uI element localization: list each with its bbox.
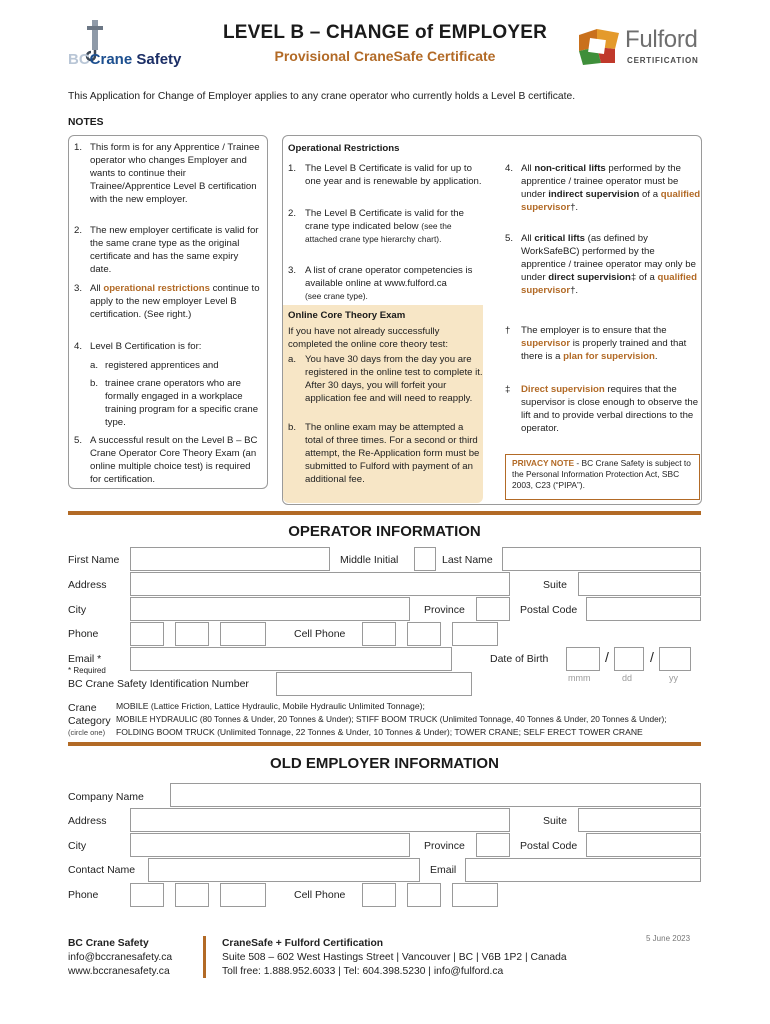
intro-text: This Application for Change of Employer applies to any crane operator who currently holds a Level B certificate.: [68, 91, 576, 102]
city-field[interactable]: [130, 597, 410, 621]
footer-org-name: BC Crane Safety: [68, 938, 149, 949]
postal-code-label: Postal Code: [520, 604, 578, 616]
crane-options-row-1[interactable]: MOBILE (Lattice Friction, Lattice Hydraulic, Mobile Hydraulic Unlimited Tonnage);: [116, 701, 425, 711]
dob-month-field[interactable]: [566, 647, 600, 671]
old-phone-label: Phone: [68, 889, 99, 901]
contact-name-field[interactable]: [148, 858, 420, 882]
footer-address: Suite 508 – 602 West Hastings Street | Vancouver | BC | V6B 1P2 | Canada: [222, 952, 567, 963]
footer-web-link[interactable]: www.bccranesafety.ca: [68, 966, 170, 977]
note-4b: b. trainee crane operators who are formally engaged in a workplace training program for a specific crane type.: [90, 378, 259, 428]
restriction-5: 5. All critical lifts (as defined by WorkSafeBC) performed by the apprentice / trainee operator may only be under direct supervision‡ of a qualified supervisor†.: [505, 233, 697, 296]
province-field[interactable]: [476, 597, 510, 621]
address-label: Address: [68, 579, 107, 591]
crane-options-row-2[interactable]: MOBILE HYDRAULIC (80 Tonnes & Under, 20 Tonnes & Under); STIFF BOOM TRUCK (Unlimited Tonnage, 40 Tonnes & Under, 20 Tonnes & Under);: [116, 714, 667, 724]
old-phone-line-field[interactable]: [220, 883, 266, 907]
cell-area-field[interactable]: [362, 622, 396, 646]
oct-item-a: a. You have 30 days from the day you are registered in the online test to complete it. After 30 days, you will forfeit your application fee and will need to reapply.: [288, 354, 483, 404]
fulford-cert-wordmark: CERTIFICATION: [627, 56, 699, 65]
note-2: 2. The new employer certificate is valid for the same crane type as the original certificate and has the same expiry date.: [74, 225, 259, 275]
note-3: 3. All operational restrictions continue to apply to the new employer Level B certification. (See right.): [74, 283, 260, 320]
phone-label: Phone: [68, 628, 99, 640]
old-city-label: City: [68, 840, 87, 852]
dob-day-hint: dd: [622, 673, 633, 683]
cell-prefix-field[interactable]: [407, 622, 441, 646]
bc-crane-safety-logo: [68, 20, 208, 70]
bc-crane-safety-wordmark: BCCrane Safety: [68, 51, 182, 68]
dob-day-field[interactable]: [614, 647, 644, 671]
bc-id-label: BC Crane Safety Identification Number: [68, 678, 249, 690]
dob-slash-2: /: [650, 649, 654, 665]
restriction-4: 4. All non-critical lifts performed by the apprentice / trainee operator must be under indirect supervision of a qualified supervisor†.: [505, 163, 701, 213]
old-cell-phone-label: Cell Phone: [294, 889, 346, 901]
province-label: Province: [424, 604, 465, 616]
restriction-2: 2. The Level B Certificate is valid for the crane type indicated below (see the attached crane type hierarchy chart).: [288, 208, 464, 244]
online-core-theory-heading: Online Core Theory Exam: [288, 310, 406, 321]
old-cell-prefix-field[interactable]: [407, 883, 441, 907]
old-email-field[interactable]: [465, 858, 701, 882]
last-name-label: Last Name: [442, 554, 493, 566]
cell-phone-label: Cell Phone: [294, 628, 346, 640]
cell-line-field[interactable]: [452, 622, 498, 646]
contact-name-label: Contact Name: [68, 864, 136, 876]
note-4a: a. registered apprentices and: [90, 360, 219, 371]
company-name-field[interactable]: [170, 783, 701, 807]
old-employer-heading: OLD EMPLOYER INFORMATION: [270, 755, 499, 772]
restriction-3: 3. A list of crane operator competencies is available online at www.fulford.ca (see crane type).: [288, 265, 473, 301]
dob-year-hint: yy: [669, 673, 678, 683]
middle-initial-label: Middle Initial: [340, 554, 399, 566]
operator-info-heading: OPERATOR INFORMATION: [288, 523, 481, 540]
oct-intro: If you have not already successfully completed the online core theory test:: [288, 326, 448, 350]
crane-label-1: Crane: [68, 702, 97, 714]
first-name-label: First Name: [68, 554, 120, 566]
section-divider: [68, 742, 701, 746]
footer-date: 5 June 2023: [646, 934, 691, 943]
old-email-label: Email: [430, 864, 457, 876]
phone-prefix-field[interactable]: [175, 622, 209, 646]
last-name-field[interactable]: [502, 547, 701, 571]
fulford-emblem-icon: [575, 25, 623, 67]
old-province-field[interactable]: [476, 833, 510, 857]
double-dagger-note: ‡ Direct supervision requires that the supervisor is close enough to observe the lift and to provide verbal directions to the operator.: [505, 384, 699, 434]
old-city-field[interactable]: [130, 833, 410, 857]
phone-area-field[interactable]: [130, 622, 164, 646]
footer-divider: [203, 936, 206, 978]
old-postal-code-label: Postal Code: [520, 840, 578, 852]
dob-year-field[interactable]: [659, 647, 691, 671]
note-1: 1. This form is for any Apprentice / Trainee operator who changes Employer and wants to continue their Trainee/Apprentice Level B certification with the new employer.: [74, 142, 260, 205]
company-name-label: Company Name: [68, 791, 144, 803]
dob-label: Date of Birth: [490, 653, 549, 665]
page-title: LEVEL B – CHANGE of EMPLOYER: [222, 22, 548, 43]
oct-item-b: b. The online exam may be attempted a total of three times. For a second or third attempt, the Re-Application form must be submitted to Fulford with payment of an additional fee.: [288, 422, 480, 485]
footer-contact: Toll free: 1.888.952.6033 | Tel: 604.398.5230 | info@fulford.ca: [222, 966, 504, 977]
old-suite-field[interactable]: [578, 808, 701, 832]
dob-slash-1: /: [605, 649, 609, 665]
old-suite-label: Suite: [543, 815, 567, 827]
operational-restrictions-heading: Operational Restrictions: [288, 143, 400, 154]
old-phone-prefix-field[interactable]: [175, 883, 209, 907]
old-postal-code-field[interactable]: [586, 833, 701, 857]
footer-right: [222, 937, 567, 979]
footer-cert-name: CraneSafe + Fulford Certification: [222, 938, 384, 949]
phone-line-field[interactable]: [220, 622, 266, 646]
email-field[interactable]: [130, 647, 452, 671]
fulford-logo: [575, 25, 700, 70]
note-5: 5. A successful result on the Level B – BC Crane Operator Core Theory Exam (an online multiple choice test) is required for certification.: [74, 435, 258, 485]
crane-label-3: (circle one): [68, 728, 106, 737]
suite-label: Suite: [543, 579, 567, 591]
note-4: 4. Level B Certification is for:: [74, 341, 202, 352]
dob-month-hint: mmm: [568, 673, 591, 683]
bc-id-field[interactable]: [276, 672, 472, 696]
fulford-wordmark: Fulford: [625, 26, 698, 53]
old-cell-area-field[interactable]: [362, 883, 396, 907]
crane-options-row-3[interactable]: FOLDING BOOM TRUCK (Unlimited Tonnage, 22 Tonnes & Under, 10 Tonnes & Under); TOWER CRANE; SELF ERECT TOWER CRANE: [116, 727, 643, 737]
old-province-label: Province: [424, 840, 465, 852]
footer-email-link[interactable]: info@bccranesafety.ca: [68, 952, 173, 963]
email-label: Email *: [68, 653, 102, 665]
dagger-note: † The employer is to ensure that the supervisor is properly trained and that there is a plan for supervision.: [505, 325, 687, 362]
old-phone-area-field[interactable]: [130, 883, 164, 907]
postal-code-field[interactable]: [586, 597, 701, 621]
first-name-field[interactable]: [130, 547, 330, 571]
privacy-note: PRIVACY NOTE - BC Crane Safety is subject to the Personal Information Protection Act, SBC 2003, C23 (“PIPA”).: [505, 454, 700, 500]
restriction-1: 1. The Level B Certificate is valid for up to one year and is renewable by application.: [288, 163, 482, 187]
middle-initial-field[interactable]: [414, 547, 436, 571]
suite-field[interactable]: [578, 572, 701, 596]
required-note: * Required: [68, 666, 106, 675]
crane-label-2: Category: [68, 715, 111, 727]
footer-left: [68, 937, 172, 979]
city-label: City: [68, 604, 87, 616]
section-divider: [68, 511, 701, 515]
notes-heading: NOTES: [68, 117, 104, 128]
old-address-label: Address: [68, 815, 107, 827]
address-field[interactable]: [130, 572, 510, 596]
old-address-field[interactable]: [130, 808, 510, 832]
page-subtitle: Provisional CraneSafe Certificate: [274, 48, 496, 64]
old-cell-line-field[interactable]: [452, 883, 498, 907]
